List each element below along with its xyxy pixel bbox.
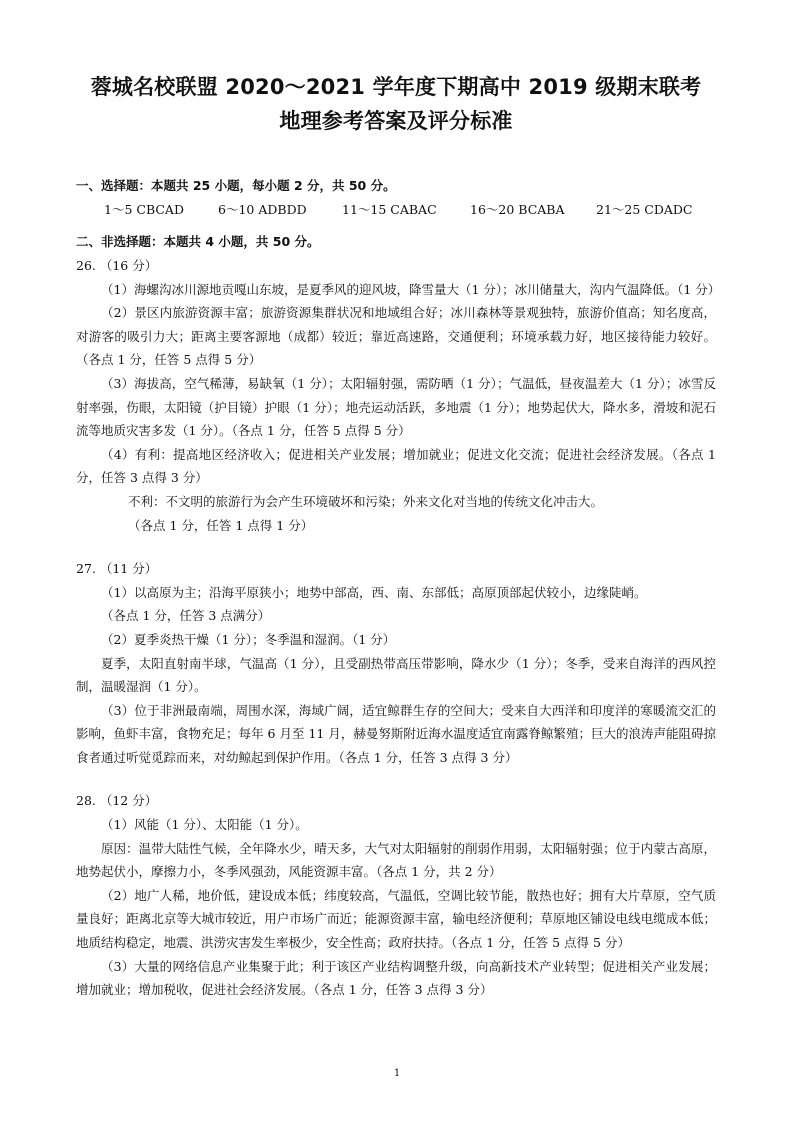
section-free-response bbox=[76, 230, 721, 1002]
answer-paragraph: （1）海螺沟冰川源地贡嘎山东坡，是夏季风的迎风坡，降雪量大（1 分）；冰川储量大，沟内气温降低。（1 分） bbox=[101, 281, 721, 297]
answer-paragraph: （3）大量的网络信息产业集聚于此；利于该区产业结构调整升级，向高新技术产业转型；促进相关产业发展；增加就业；增加税收，促进社会经济发展。（各点 1 分，任答 3 点得 3 分） bbox=[76, 958, 716, 998]
answer-paragraph: （1）风能（1 分）、太阳能（1 分）。 bbox=[101, 817, 308, 833]
answer-sheet bbox=[76, 70, 721, 1002]
page-subtitle: 地理参考答案及评分标准 bbox=[279, 109, 513, 133]
answer-paragraph: （2）地广人稀，地价低，建设成本低；纬度较高，气温低，空调比较节能，散热也好；拥有大片草原，空气质量良好；距离北京等大城市较近，用户市场广而近；能源资源丰富，输电经济便利；草原地区铺设电线电缆成本低；地质结构稳定，地震、洪涝灾害发生率极少，安全性高；政府扶持。（各点 1 分，任答 5 点得 5 分） bbox=[76, 887, 716, 951]
question-heading: 26. （16 分） bbox=[76, 258, 158, 273]
answer-paragraph: （2）景区内旅游资源丰富；旅游资源集群状况和地域组合好；冰川森林等景观独特，旅游价值高；知名度高，对游客的吸引力大；距离主要客源地（成都）较近；靠近高速路，交通便利；环境承载力好，地区接待能力较好。（各点 1 分，任答 5 点得 5 分） bbox=[76, 305, 716, 368]
question-26 bbox=[76, 254, 721, 537]
answer-paragraph: （3）海拔高，空气稀薄，易缺氧（1 分）；太阳辐射强，需防晒（1 分）；气温低，昼夜温差大（1 分）；冰雪反射率强，伤眼，太阳镜（护目镜）护眼（1 分）；地壳运动活跃，多地震（1 分）；地势起伏大，降水多，滑坡和泥石流等地质灾害多发（1 分）。（各点 1 分，任答 5 点得 5 分） bbox=[76, 375, 716, 439]
answer-key-row bbox=[76, 198, 716, 222]
page-title: 蓉城名校联盟 2020～2021 学年度下期高中 2019 级期末联考 bbox=[90, 75, 702, 99]
answer-paragraph: （1）以高原为主；沿海平原狭小；地势中部高，西、南、东部低；高原顶部起伏较小，边缘陡峭。 bbox=[101, 584, 647, 600]
answer-group: 11～15 CABAC bbox=[342, 202, 437, 217]
answer-group: 16～20 BCABA bbox=[470, 202, 565, 217]
section-heading: 一、选择题：本题共 25 小题，每小题 2 分，共 50 分。 bbox=[76, 178, 396, 193]
answer-paragraph: （3）位于非洲最南端，周围水深，海域广阔，适宜鲸群生存的空间大；受来自大西洋和印度洋的寒暖流交汇的影响，鱼虾丰富，食物充足；每年 6 月至 11 月，赫曼努斯附近海水温度适宜南露脊鲸繁殖；巨大的浪涛声能阻碍掠食者通过听觉觅踪而来，对幼鲸起到保护作用。（各点 1 分，任答 3 点得 3 分） bbox=[76, 702, 716, 765]
answer-paragraph: （2）夏季炎热干燥（1 分）；冬季温和湿润。（1 分） bbox=[101, 631, 396, 647]
spacer bbox=[76, 537, 716, 557]
section-heading: 二、非选择题：本题共 4 小题，共 50 分。 bbox=[76, 234, 320, 249]
answer-group: 1～5 CBCAD bbox=[104, 202, 184, 217]
answer-paragraph: 夏季，太阳直射南半球，气温高（1 分），且受副热带高压带影响，降水少（1 分）；冬季，受来自海洋的西风控制，温暖湿润（1 分）。 bbox=[76, 655, 716, 695]
answer-paragraph: 不利：不文明的旅游行为会产生环境破坏和污染；外来文化对当地的传统文化冲击大。 bbox=[128, 493, 604, 509]
scoring-note: （各点 1 分，任答 3 点满分） bbox=[101, 608, 271, 624]
answer-group: 21～25 CDADC bbox=[596, 202, 693, 217]
question-27 bbox=[76, 557, 716, 769]
page-number: 1 bbox=[393, 1068, 401, 1079]
answer-paragraph: 原因：温带大陆性气候，全年降水少，晴天多，大气对太阳辐射的削弱作用弱，太阳辐射强；位于内蒙古高原，地势起伏小，摩擦力小，冬季风强劲，风能资源丰富。（各点 1 分，共 2 分） bbox=[76, 840, 716, 880]
answer-group: 6～10 ADBDD bbox=[218, 202, 307, 217]
section-multiple-choice bbox=[76, 174, 716, 222]
question-heading: 27. （11 分） bbox=[76, 561, 158, 577]
question-heading: 28. （12 分） bbox=[76, 793, 158, 809]
scoring-note: （各点 1 分，任答 1 点得 1 分） bbox=[128, 517, 314, 533]
answer-paragraph: （4）有利：提高地区经济收入；促进相关产业发展；增加就业；促进文化交流；促进社会经济发展。（各点 1 分，任答 3 点得 3 分） bbox=[76, 446, 716, 486]
question-28 bbox=[76, 789, 716, 1001]
spacer bbox=[76, 769, 716, 789]
